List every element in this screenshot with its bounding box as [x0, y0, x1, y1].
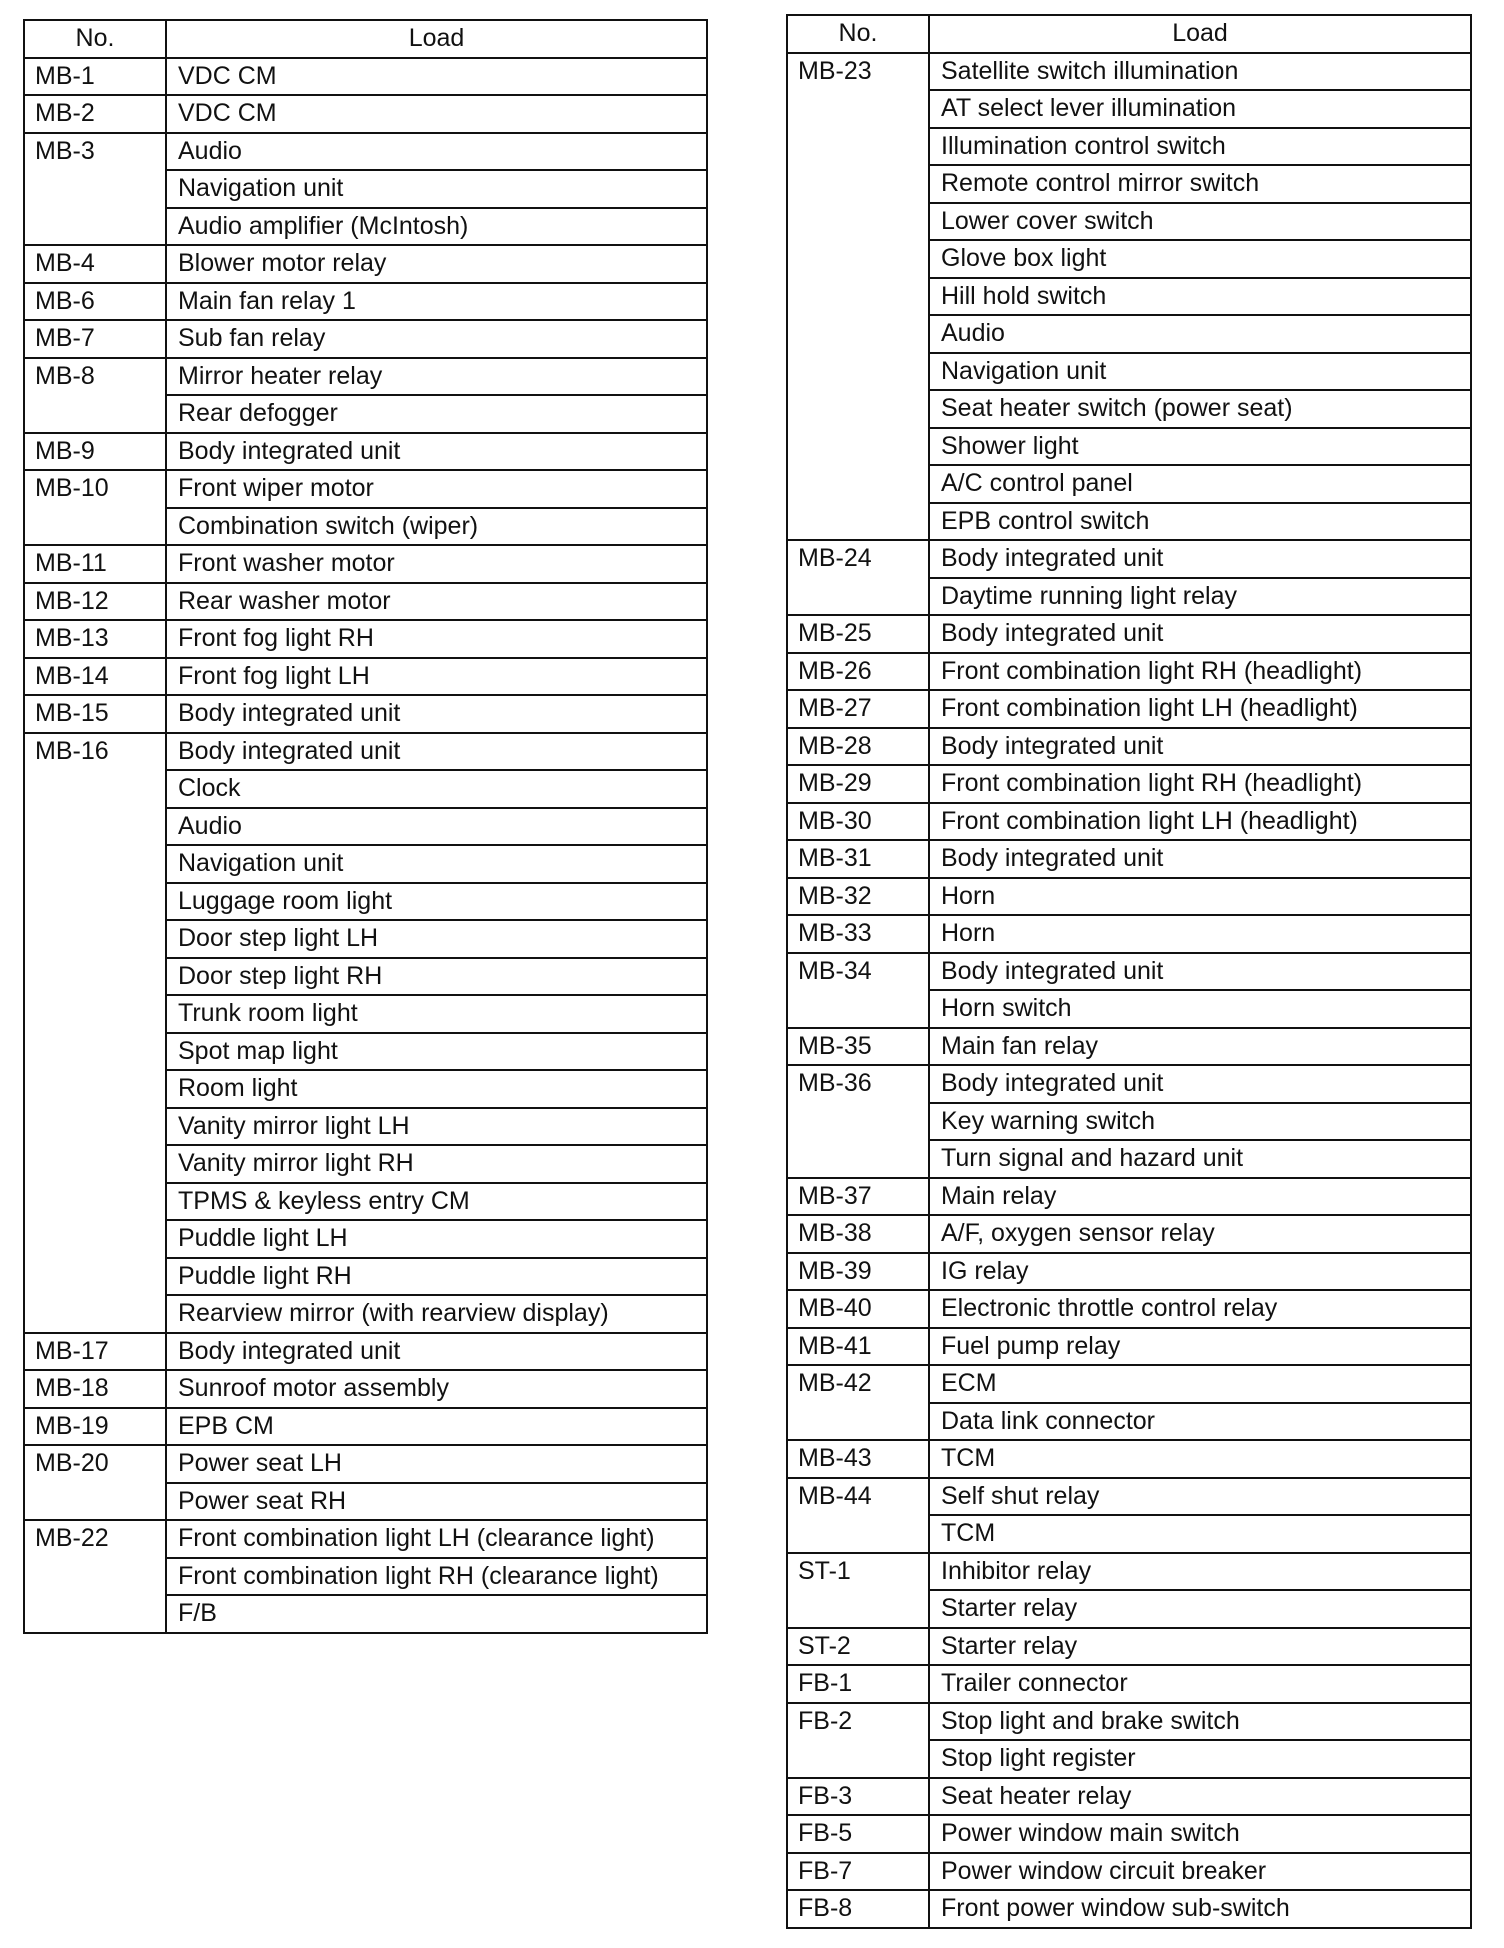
load-cell: AT select lever illumination	[929, 90, 1471, 128]
fuse-number-cell: MB-23	[787, 53, 929, 541]
load-cell: Front combination light LH (headlight)	[929, 690, 1471, 728]
fuse-number-cell: MB-39	[787, 1253, 929, 1291]
table-row	[24, 545, 707, 583]
fuse-number-cell: MB-11	[24, 545, 166, 583]
fuse-number-cell: ST-1	[787, 1553, 929, 1628]
table-row	[787, 1703, 1471, 1741]
load-cell: Electronic throttle control relay	[929, 1290, 1471, 1328]
load-cell: IG relay	[929, 1253, 1471, 1291]
load-cell: Body integrated unit	[929, 840, 1471, 878]
table-row	[787, 765, 1471, 803]
load-cell: Spot map light	[166, 1033, 707, 1071]
table-row	[787, 840, 1471, 878]
table-row	[787, 1215, 1471, 1253]
table-row	[787, 878, 1471, 916]
load-cell: Horn	[929, 878, 1471, 916]
load-cell: Sub fan relay	[166, 320, 707, 358]
fuse-number-cell: MB-10	[24, 470, 166, 545]
load-cell: Body integrated unit	[929, 1065, 1471, 1103]
table-row	[787, 915, 1471, 953]
load-cell: Navigation unit	[929, 353, 1471, 391]
fuse-number-cell: MB-40	[787, 1290, 929, 1328]
table-row	[24, 620, 707, 658]
load-cell: Front combination light LH (clearance light)	[166, 1520, 707, 1558]
load-cell: Front combination light LH (headlight)	[929, 803, 1471, 841]
load-cell: Luggage room light	[166, 883, 707, 921]
load-cell: Body integrated unit	[166, 433, 707, 471]
table-row	[24, 1333, 707, 1371]
load-cell: Front combination light RH (clearance light)	[166, 1558, 707, 1596]
load-cell: EPB CM	[166, 1408, 707, 1446]
load-cell: Seat heater switch (power seat)	[929, 390, 1471, 428]
load-cell: Front fog light RH	[166, 620, 707, 658]
table-row	[24, 1408, 707, 1446]
table-row	[787, 1665, 1471, 1703]
load-cell: Satellite switch illumination	[929, 53, 1471, 91]
table-row	[24, 58, 707, 96]
fuse-number-cell: MB-14	[24, 658, 166, 696]
load-cell: Lower cover switch	[929, 203, 1471, 241]
table-row	[24, 470, 707, 508]
load-cell: Stop light register	[929, 1740, 1471, 1778]
fuse-number-cell: MB-22	[24, 1520, 166, 1633]
load-cell: Front combination light RH (headlight)	[929, 653, 1471, 691]
table-row	[787, 1628, 1471, 1666]
table-row	[787, 53, 1471, 91]
load-cell: TCM	[929, 1440, 1471, 1478]
load-cell: Seat heater relay	[929, 1778, 1471, 1816]
load-cell: Power window circuit breaker	[929, 1853, 1471, 1891]
fuse-number-cell: MB-7	[24, 320, 166, 358]
load-cell: Blower motor relay	[166, 245, 707, 283]
table-row	[24, 433, 707, 471]
table-row	[24, 95, 707, 133]
load-cell: Front combination light RH (headlight)	[929, 765, 1471, 803]
load-cell: VDC CM	[166, 58, 707, 96]
load-cell: Fuel pump relay	[929, 1328, 1471, 1366]
load-cell: Rear defogger	[166, 395, 707, 433]
header-load: Load	[929, 15, 1471, 53]
load-cell: Puddle light LH	[166, 1220, 707, 1258]
load-cell: TPMS & keyless entry CM	[166, 1183, 707, 1221]
load-cell: VDC CM	[166, 95, 707, 133]
table-row	[24, 283, 707, 321]
header-no: No.	[787, 15, 929, 53]
table-row	[787, 1815, 1471, 1853]
table-row	[787, 728, 1471, 766]
load-cell: Combination switch (wiper)	[166, 508, 707, 546]
fuse-number-cell: MB-41	[787, 1328, 929, 1366]
load-cell: Clock	[166, 770, 707, 808]
load-cell: Room light	[166, 1070, 707, 1108]
load-cell: Main fan relay 1	[166, 283, 707, 321]
load-cell: Audio	[166, 133, 707, 171]
load-cell: Remote control mirror switch	[929, 165, 1471, 203]
fuse-number-cell: MB-42	[787, 1365, 929, 1440]
load-cell: Daytime running light relay	[929, 578, 1471, 616]
load-cell: EPB control switch	[929, 503, 1471, 541]
fuse-number-cell: MB-17	[24, 1333, 166, 1371]
fuse-number-cell: MB-15	[24, 695, 166, 733]
load-cell: Power seat LH	[166, 1445, 707, 1483]
fuse-number-cell: MB-20	[24, 1445, 166, 1520]
table-row	[787, 690, 1471, 728]
table-header-row	[787, 15, 1471, 53]
load-cell: Inhibitor relay	[929, 1553, 1471, 1591]
load-cell: Glove box light	[929, 240, 1471, 278]
fuse-table-body	[787, 53, 1471, 1928]
fuse-number-cell: MB-28	[787, 728, 929, 766]
table-row	[787, 1253, 1471, 1291]
fuse-number-cell: MB-13	[24, 620, 166, 658]
table-header-row	[24, 20, 707, 58]
table-row	[787, 1553, 1471, 1591]
load-cell: Door step light RH	[166, 958, 707, 996]
load-cell: Starter relay	[929, 1590, 1471, 1628]
fuse-number-cell: MB-4	[24, 245, 166, 283]
load-cell: Horn switch	[929, 990, 1471, 1028]
fuse-number-cell: FB-3	[787, 1778, 929, 1816]
fuse-number-cell: FB-1	[787, 1665, 929, 1703]
fuse-number-cell: MB-12	[24, 583, 166, 621]
table-row	[787, 1853, 1471, 1891]
header-no: No.	[24, 20, 166, 58]
table-row	[787, 1440, 1471, 1478]
fuse-number-cell: MB-1	[24, 58, 166, 96]
fuse-number-cell: FB-5	[787, 1815, 929, 1853]
table-row	[24, 733, 707, 771]
fuse-number-cell: MB-16	[24, 733, 166, 1333]
load-cell: Sunroof motor assembly	[166, 1370, 707, 1408]
table-row	[787, 1065, 1471, 1103]
load-cell: Rear washer motor	[166, 583, 707, 621]
load-cell: Body integrated unit	[166, 733, 707, 771]
fuse-number-cell: MB-2	[24, 95, 166, 133]
table-row	[787, 1365, 1471, 1403]
table-row	[787, 1778, 1471, 1816]
table-row	[24, 358, 707, 396]
fuse-number-cell: MB-36	[787, 1065, 929, 1178]
fuse-number-cell: FB-2	[787, 1703, 929, 1778]
fuse-number-cell: MB-27	[787, 690, 929, 728]
fuse-number-cell: MB-34	[787, 953, 929, 1028]
fuse-number-cell: MB-32	[787, 878, 929, 916]
fuse-number-cell: MB-37	[787, 1178, 929, 1216]
load-cell: A/C control panel	[929, 465, 1471, 503]
fuse-number-cell: MB-6	[24, 283, 166, 321]
fuse-number-cell: ST-2	[787, 1628, 929, 1666]
load-cell: Key warning switch	[929, 1103, 1471, 1141]
table-row	[787, 1478, 1471, 1516]
table-row	[787, 1178, 1471, 1216]
fuse-number-cell: MB-18	[24, 1370, 166, 1408]
load-cell: Main relay	[929, 1178, 1471, 1216]
load-cell: A/F, oxygen sensor relay	[929, 1215, 1471, 1253]
load-cell: Power window main switch	[929, 1815, 1471, 1853]
table-row	[787, 1890, 1471, 1928]
fuse-number-cell: MB-26	[787, 653, 929, 691]
load-cell: Navigation unit	[166, 845, 707, 883]
fuse-number-cell: MB-25	[787, 615, 929, 653]
load-cell: Illumination control switch	[929, 128, 1471, 166]
table-row	[24, 1445, 707, 1483]
load-cell: Self shut relay	[929, 1478, 1471, 1516]
table-row	[24, 695, 707, 733]
load-cell: Audio	[166, 808, 707, 846]
fuse-table-left	[23, 19, 708, 1634]
load-cell: Power seat RH	[166, 1483, 707, 1521]
fuse-number-cell: MB-9	[24, 433, 166, 471]
fuse-number-cell: MB-19	[24, 1408, 166, 1446]
fuse-number-cell: FB-8	[787, 1890, 929, 1928]
table-row	[24, 658, 707, 696]
load-cell: Rearview mirror (with rearview display)	[166, 1295, 707, 1333]
load-cell: Mirror heater relay	[166, 358, 707, 396]
load-cell: Turn signal and hazard unit	[929, 1140, 1471, 1178]
load-cell: Vanity mirror light RH	[166, 1145, 707, 1183]
load-cell: Front fog light LH	[166, 658, 707, 696]
load-cell: Horn	[929, 915, 1471, 953]
load-cell: TCM	[929, 1515, 1471, 1553]
load-cell: Body integrated unit	[929, 953, 1471, 991]
table-row	[24, 245, 707, 283]
load-cell: Front washer motor	[166, 545, 707, 583]
table-row	[787, 953, 1471, 991]
fuse-number-cell: FB-7	[787, 1853, 929, 1891]
load-cell: Puddle light RH	[166, 1258, 707, 1296]
load-cell: Door step light LH	[166, 920, 707, 958]
fuse-number-cell: MB-8	[24, 358, 166, 433]
load-cell: Data link connector	[929, 1403, 1471, 1441]
load-cell: ECM	[929, 1365, 1471, 1403]
table-row	[787, 1028, 1471, 1066]
table-row	[24, 133, 707, 171]
load-cell: Body integrated unit	[166, 1333, 707, 1371]
load-cell: Shower light	[929, 428, 1471, 466]
load-cell: Audio	[929, 315, 1471, 353]
fuse-number-cell: MB-35	[787, 1028, 929, 1066]
fuse-number-cell: MB-43	[787, 1440, 929, 1478]
load-cell: F/B	[166, 1595, 707, 1633]
fuse-table-right	[786, 14, 1472, 1929]
load-cell: Trunk room light	[166, 995, 707, 1033]
table-row	[787, 653, 1471, 691]
table-row	[787, 803, 1471, 841]
load-cell: Body integrated unit	[929, 615, 1471, 653]
load-cell: Front wiper motor	[166, 470, 707, 508]
table-row	[787, 1328, 1471, 1366]
fuse-number-cell: MB-24	[787, 540, 929, 615]
load-cell: Body integrated unit	[166, 695, 707, 733]
table-row	[24, 1520, 707, 1558]
table-row	[24, 583, 707, 621]
table-row	[787, 540, 1471, 578]
load-cell: Hill hold switch	[929, 278, 1471, 316]
table-row	[24, 320, 707, 358]
table-row	[787, 1290, 1471, 1328]
load-cell: Main fan relay	[929, 1028, 1471, 1066]
fuse-table-body	[24, 58, 707, 1633]
fuse-number-cell: MB-29	[787, 765, 929, 803]
load-cell: Body integrated unit	[929, 540, 1471, 578]
load-cell: Audio amplifier (McIntosh)	[166, 208, 707, 246]
header-load: Load	[166, 20, 707, 58]
load-cell: Trailer connector	[929, 1665, 1471, 1703]
fuse-number-cell: MB-38	[787, 1215, 929, 1253]
fuse-number-cell: MB-3	[24, 133, 166, 246]
table-row	[24, 1370, 707, 1408]
fuse-number-cell: MB-31	[787, 840, 929, 878]
load-cell: Body integrated unit	[929, 728, 1471, 766]
load-cell: Starter relay	[929, 1628, 1471, 1666]
load-cell: Front power window sub-switch	[929, 1890, 1471, 1928]
load-cell: Vanity mirror light LH	[166, 1108, 707, 1146]
fuse-number-cell: MB-33	[787, 915, 929, 953]
fuse-number-cell: MB-30	[787, 803, 929, 841]
load-cell: Stop light and brake switch	[929, 1703, 1471, 1741]
fuse-number-cell: MB-44	[787, 1478, 929, 1553]
table-row	[787, 615, 1471, 653]
load-cell: Navigation unit	[166, 170, 707, 208]
